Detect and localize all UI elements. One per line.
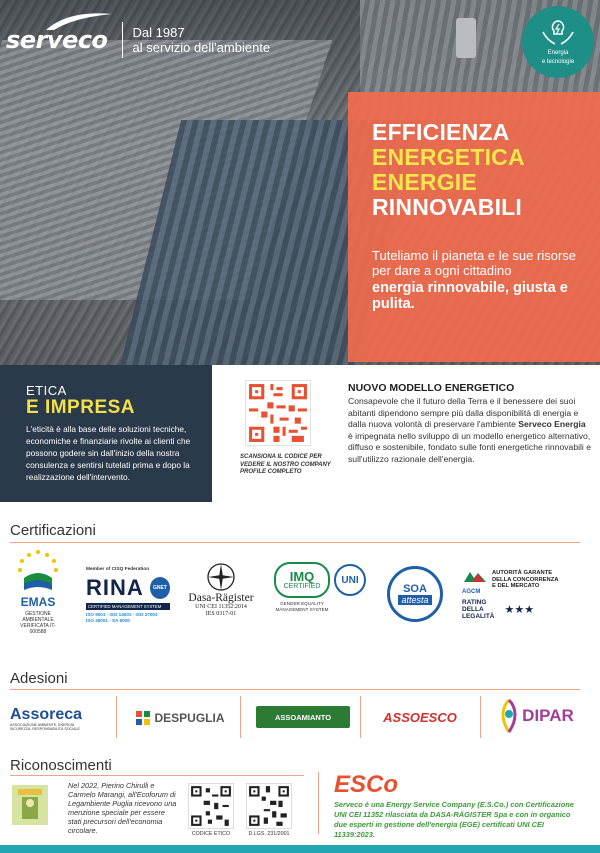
agcm-row	[462, 570, 558, 595]
rating-label	[462, 599, 495, 620]
nuovo-modello-title: NUOVO MODELLO ENERGETICO	[348, 382, 515, 394]
esco-text: Serveco è una Energy Service Company (E.S.Co.) con Certificazione UNI CEI 11352 rilasciata da DASA-RÄGISTER Spa e con in organico due esperti in gestione dell'energia (EGE) certificati UNI CEI 11339:2023.	[334, 800, 574, 839]
logo-divider	[480, 696, 481, 738]
hands-bulb-icon	[541, 18, 575, 48]
esco-title: ESCo	[334, 771, 399, 798]
dlgs-231-label: D.LGS. 231/2001	[248, 831, 290, 837]
agcm-mark	[462, 570, 492, 595]
rina-iso-1: ISO 9001 - ISO 14001 - ISO 27001	[86, 612, 158, 617]
rating-row	[462, 599, 534, 620]
agcm-name: AGCM	[462, 589, 481, 595]
badge-text-2: e tecnologie	[541, 59, 575, 65]
company-profile-qr[interactable]	[245, 380, 311, 446]
logo-divider	[360, 696, 361, 738]
rina-name: RINA	[86, 575, 144, 600]
rating-stars: ★★★	[504, 604, 535, 616]
imq-mark	[274, 562, 366, 598]
qr-code-icon	[246, 381, 310, 445]
dasa-logo	[184, 562, 258, 618]
assoamianto-logo	[256, 706, 350, 728]
uni-icon: UNI	[334, 564, 366, 596]
assoreca-name: Assoreca	[10, 705, 83, 723]
gnet-icon: GNET	[150, 577, 170, 599]
tagline-line-2: al servizio dell'ambiente	[132, 40, 271, 55]
footer-bar	[0, 845, 600, 853]
rating-2: DELLA	[462, 606, 484, 613]
hero-image	[0, 0, 600, 365]
dipar-icon	[498, 698, 520, 734]
despuglia-name: DESPUGLIA	[154, 711, 225, 725]
agcm-authority	[492, 570, 558, 590]
section-rule	[10, 542, 580, 543]
agcm-logo	[462, 570, 580, 620]
headline	[372, 120, 525, 220]
emas-name: EMAS	[20, 595, 56, 609]
rina-top: Member of CISQ Federation	[86, 567, 150, 572]
logo-divider	[318, 772, 319, 834]
nm-text-part: è impegnata nello sviluppo di un modello energetico alternativo, diffuso e sostenibile, fondato sulle fonti energetiche rinnovabili e sull'utilizzo razionale dell'energia.	[348, 430, 592, 464]
dlgs-231-qr[interactable]	[246, 783, 292, 829]
section-rule	[10, 775, 304, 776]
assoreca-sub: ASSOCIAZIONE AMBIENTE, ENERGIA SICUREZZA, RESPONSABILITÀ SOCIALE	[10, 722, 80, 731]
logo-divider	[240, 696, 241, 738]
qr-code-icon	[247, 784, 291, 828]
logo-divider	[116, 696, 117, 738]
headline-panel	[348, 92, 600, 362]
dasa-line-2: IES 0317-01	[205, 611, 237, 617]
hero-subtitle-bold: energia rinnovabile, giusta e pulita.	[372, 280, 568, 312]
agcm-text-1: AUTORITÀ GARANTE	[492, 570, 553, 576]
assoamianto-name: ASSOAMIANTO	[274, 712, 332, 722]
etica-panel	[0, 365, 212, 502]
nm-text-part: Consapevole che il futuro della Terra e il benessere dei suoi abitanti dipendono sempre più dalla disponibilità di energia e dalla nuova volontà di preservare l'ambiente	[348, 396, 579, 430]
soa-seal	[387, 566, 443, 622]
agcm-text-2: DELLA CONCORRENZA	[492, 576, 559, 583]
despuglia-icon	[135, 710, 151, 726]
badge-text-1: Energia	[547, 50, 569, 56]
etica-text: L'eticità è alla base delle soluzioni tecniche, economiche e finanziarie rivolte ai clienti che possono godere sin dall'inizio della nostra consulenza e sentirsi tutelati prima e dopo la realizzazione dell'intervento.	[26, 424, 191, 482]
dasa-line-1: UNI CEI 11352:2014	[195, 604, 247, 610]
chimney	[456, 18, 476, 58]
riconoscimenti-title: Riconoscimenti	[10, 757, 112, 774]
hero-subtitle: Tuteliamo il pianeta e le sue risorse per dare a ogni cittadino	[372, 248, 577, 278]
tagline-line-1: Dal 1987	[132, 25, 185, 40]
agcm-text-3: E DEL MERCATO	[492, 583, 540, 590]
rating-3: LEGALITÀ	[462, 613, 495, 620]
dipar-logo	[490, 696, 582, 736]
logo-swoosh-icon	[44, 10, 114, 32]
rina-bar: CERTIFIED MANAGEMENT SYSTEM	[86, 603, 170, 610]
section-rule	[10, 689, 580, 690]
headline-line: ENERGIE	[372, 169, 477, 195]
headline-line: EFFICIENZA	[372, 119, 510, 145]
certificazioni-title: Certificazioni	[10, 522, 96, 539]
agcm-flag-icon	[462, 570, 488, 584]
rina-logo	[86, 567, 170, 624]
energy-badge	[522, 6, 594, 78]
codice-etico-qr[interactable]	[188, 783, 234, 829]
dipar-name: DIPAR	[522, 706, 574, 725]
nuovo-modello-text	[348, 396, 592, 466]
riconoscimenti-text: Nel 2022, Pierino Chirulli e Carmelo Marangi, all'Ecoforum di Legambiente Puglia ricevono una menzione speciale per essere stati precursori dell'economia circolare.	[68, 781, 177, 835]
qr-code-icon	[189, 784, 233, 828]
headline-line: RINNOVABILI	[372, 194, 522, 220]
adesioni-title: Adesioni	[10, 670, 68, 687]
assoreca-logo	[10, 700, 100, 738]
soa-logo	[385, 566, 445, 622]
imq-caption: GENDER EQUALITY MANAGEMENT SYSTEM	[275, 601, 329, 612]
emas-caption: GESTIONE AMBIENTALE VERIFICATA IT-000588	[20, 611, 56, 635]
imq-logo	[274, 562, 370, 613]
despuglia-logo	[130, 704, 230, 732]
logo-divider	[122, 22, 123, 58]
assoesco-name: ASSOESCO	[383, 709, 457, 725]
rina-mark	[86, 575, 170, 601]
dasa-compass-icon	[206, 562, 236, 592]
rina-iso-2: ISO 45001 - SA 8000	[86, 618, 130, 623]
imq-name: IMQ	[289, 568, 315, 584]
etica-heading: E IMPRESA	[26, 397, 136, 418]
ecoforum-award-image	[10, 781, 50, 827]
emas-flag-icon	[14, 548, 62, 596]
headline-line: ENERGETICA	[372, 144, 525, 170]
qr-note: SCANSIONA IL CODICE PER VEDERE IL NOSTRO COMPANY PROFILE COMPLETO	[240, 454, 331, 475]
nm-text-bold: Serveco Energia	[518, 419, 586, 430]
rating-1: RATING	[462, 599, 487, 606]
dasa-name: Dasa-Rägister	[188, 592, 254, 604]
brand-logo	[6, 22, 270, 58]
brand-tagline	[133, 25, 271, 55]
imq-certified: CERTIFIED	[283, 582, 321, 590]
imq-badge	[274, 562, 330, 598]
codice-etico-label: CODICE ETICO	[191, 831, 231, 837]
assoesco-logo	[370, 704, 470, 730]
soa-name: SOA	[403, 582, 427, 595]
soa-sub: attesta	[398, 595, 431, 605]
etica-label: ETICA	[26, 383, 67, 398]
emas-logo	[12, 548, 64, 635]
logo-wordmark: serveco	[6, 26, 108, 54]
award-icon	[10, 781, 50, 827]
